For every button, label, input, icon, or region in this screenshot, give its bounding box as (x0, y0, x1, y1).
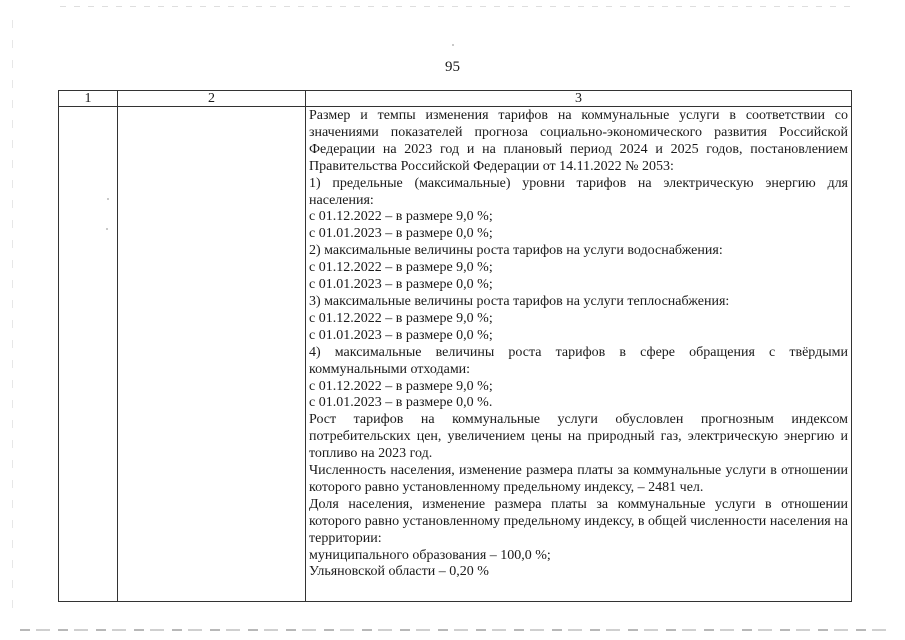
scan-artifact-bottom (20, 629, 890, 631)
column-3-cell (306, 107, 852, 602)
paragraph-heat: 3) максимальные величины роста тарифов на услуги теплоснабжения: (309, 293, 730, 309)
paragraph-water-dec: с 01.12.2022 – в размере 9,0 %; (309, 260, 493, 276)
paragraph-heat-jan: с 01.01.2023 – в размере 0,0 %; (309, 327, 493, 343)
paragraph-tariff-intro: Размер и темпы изменения тарифов на коммунальные услуги в соответствии со значениями показателей прогноза социально-экономического развития Российской Федерации на 2023 год и на плановый период 2024 и 2025 годов, постановлением Правительства Российской Федерации от 14.11.2022 № 2053: (309, 108, 848, 174)
paragraph-share-region: Ульяновской области – 0,20 % (309, 564, 489, 580)
scan-speck (452, 44, 454, 46)
document-table (58, 90, 852, 602)
paragraph-waste-jan: с 01.01.2023 – в размере 0,0 %. (309, 395, 493, 411)
paragraph-population-count: Численность населения, изменение размера платы за коммунальные услуги в отношении которого равно установленному предельному индексу, – 2481 чел. (309, 463, 848, 495)
paragraph-share-municipal: муниципального образования – 100,0 %; (309, 547, 551, 563)
scan-artifact-left (12, 20, 13, 610)
scan-artifact-top (60, 6, 850, 7)
page-number: 95 (445, 59, 460, 75)
column-2-cell (118, 107, 306, 602)
paragraph-population-share: Доля населения, изменение размера платы за коммунальные услуги в отношении которого равно установленному предельному индексу, в общей численности населения на территории: (309, 496, 848, 546)
paragraph-water: 2) максимальные величины роста тарифов на услуги водоснабжения: (309, 243, 723, 259)
column-header-3: 3 (306, 91, 852, 107)
column-1-cell (59, 107, 118, 602)
paragraph-electricity-dec: с 01.12.2022 – в размере 9,0 %; (309, 209, 493, 225)
paragraph-waste-dec: с 01.12.2022 – в размере 9,0 %; (309, 378, 493, 394)
paragraph-heat-dec: с 01.12.2022 – в размере 9,0 %; (309, 310, 493, 326)
column-header-2: 2 (118, 91, 306, 107)
paragraph-water-jan: с 01.01.2023 – в размере 0,0 %; (309, 277, 493, 293)
paragraph-electricity: 1) предельные (максимальные) уровни тарифов на электрическую энергию для населения: (309, 175, 848, 208)
column-header-1: 1 (59, 91, 118, 107)
paragraph-electricity-jan: с 01.01.2023 – в размере 0,0 %; (309, 226, 493, 242)
table-row (59, 107, 852, 602)
table-header-row (59, 91, 852, 107)
paragraph-waste: 4) максимальные величины роста тарифов в сфере обращения с твёрдыми коммунальными отходами: (309, 344, 848, 377)
paragraph-growth-reason: Рост тарифов на коммунальные услуги обусловлен прогнозным индексом потребительских цен, увеличением цены на природный газ, электрическую энергию и топливо на 2023 год. (309, 412, 848, 462)
